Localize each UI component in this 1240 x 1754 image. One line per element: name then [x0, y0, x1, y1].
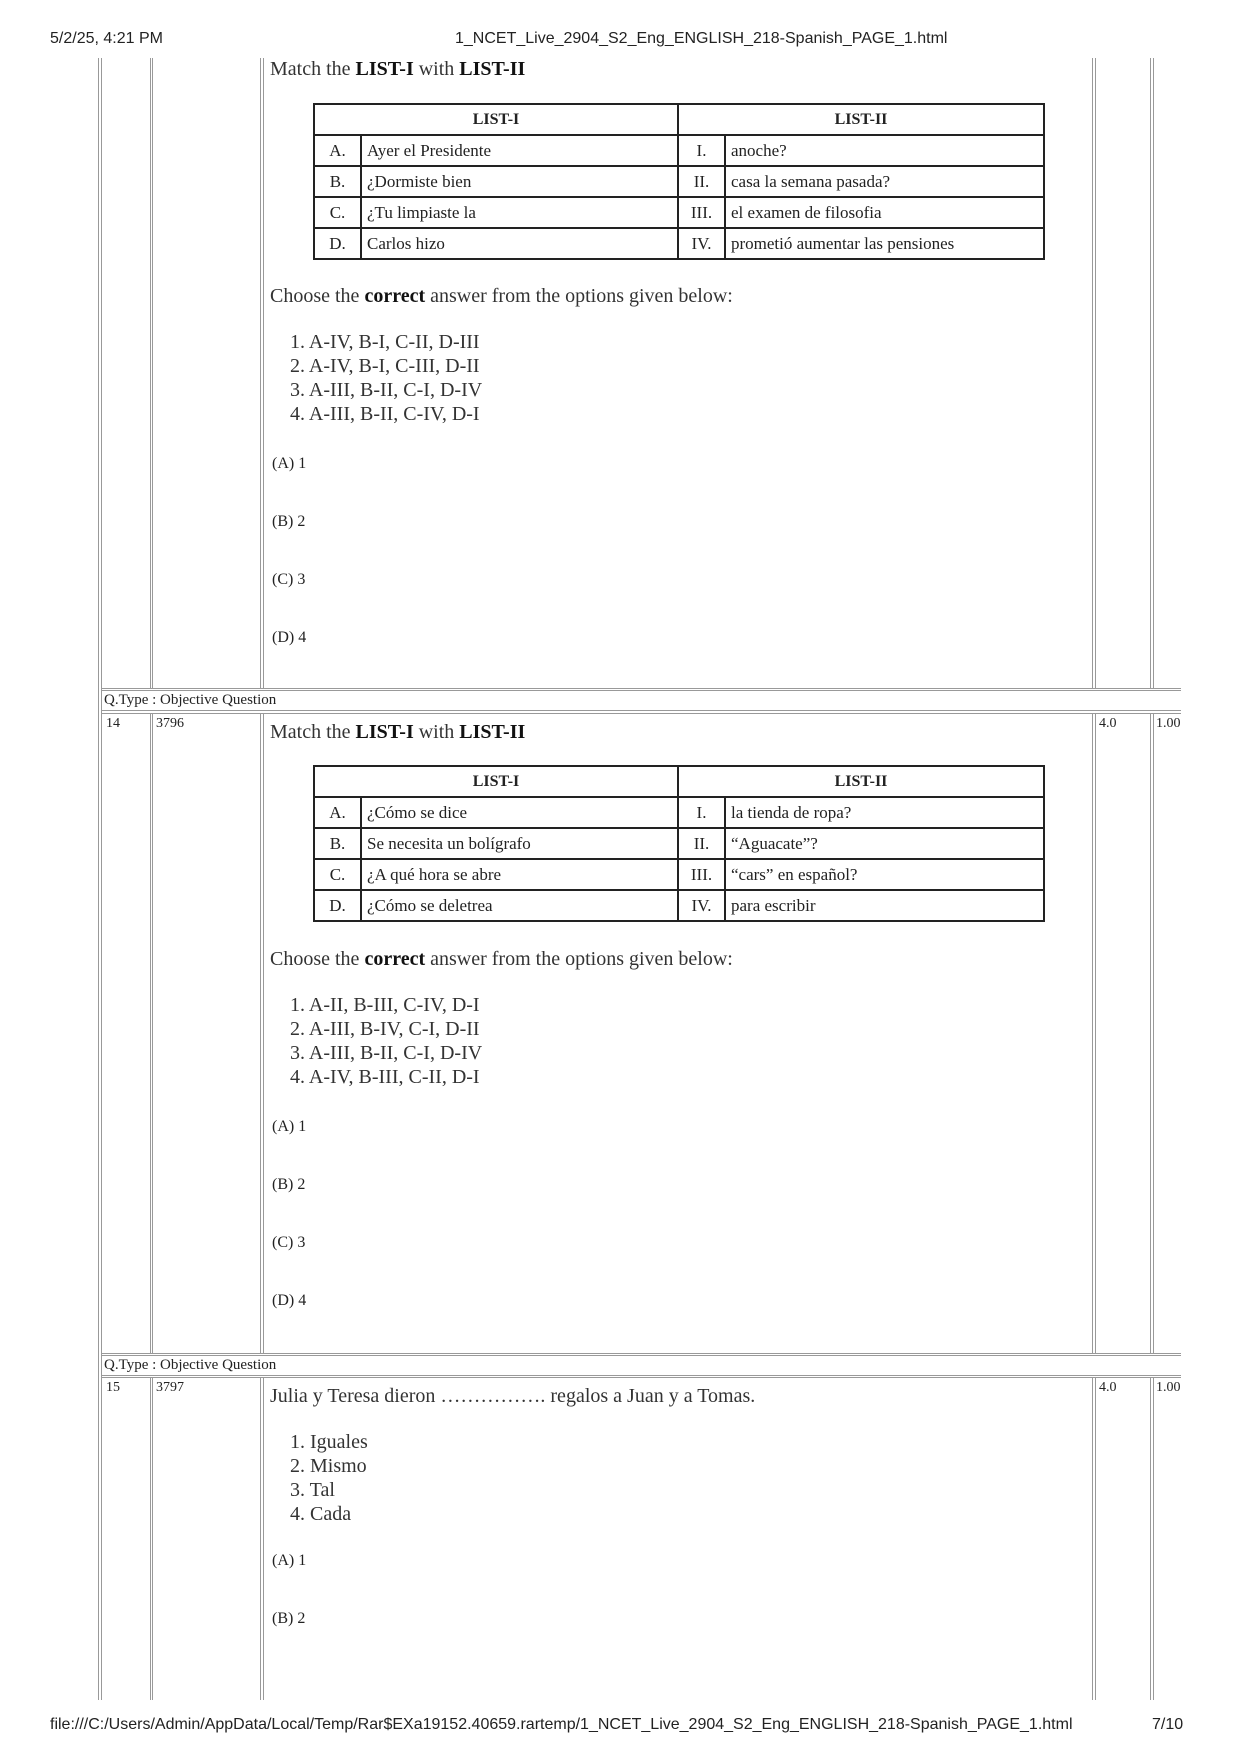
column-divider: [1092, 713, 1093, 1353]
column-divider: [150, 1377, 151, 1700]
negative-marks: 1.00: [1156, 1380, 1180, 1395]
list1-item: ¿A qué hora se abre: [361, 859, 678, 890]
list1-key: C.: [314, 197, 361, 228]
print-datetime: 5/2/25, 4:21 PM: [50, 30, 163, 47]
list1-item: ¿Cómo se deletrea: [361, 890, 678, 921]
option-item: 3. Tal: [290, 1479, 335, 1501]
column-divider: [263, 58, 264, 688]
list2-item: para escribir: [725, 890, 1044, 921]
list1-item: ¿Dormiste bien: [361, 166, 678, 197]
question-id: 3797: [156, 1380, 184, 1395]
option-item: 2. Mismo: [290, 1455, 367, 1477]
answer-option-c[interactable]: (C) 3: [272, 1234, 306, 1251]
list2-key: IV.: [678, 890, 725, 921]
table-row: [314, 197, 1044, 228]
column-divider: [1153, 58, 1154, 688]
column-divider: [152, 1377, 153, 1700]
question-prompt: [270, 58, 525, 81]
column-divider: [260, 58, 261, 688]
list2-item: prometió aumentar las pensiones: [725, 228, 1044, 259]
answer-option-c[interactable]: (C) 3: [272, 571, 306, 588]
column-divider: [263, 713, 264, 1353]
instruction-text: answer from the options given below:: [425, 285, 733, 307]
column-divider: [1092, 1377, 1093, 1700]
list2-key: III.: [678, 859, 725, 890]
column-divider: [1095, 58, 1096, 688]
question-prompt: [270, 721, 525, 744]
option-item: 1. A-IV, B-I, C-II, D-III: [290, 331, 480, 353]
column-divider: [152, 713, 153, 1353]
list2-key: IV.: [678, 228, 725, 259]
option-list: [290, 993, 482, 1089]
option-item: 4. A-III, B-II, C-IV, D-I: [290, 403, 480, 425]
row-divider: [101, 713, 1181, 714]
option-item: 2. A-III, B-IV, C-I, D-II: [290, 1018, 480, 1040]
option-item: 3. A-III, B-II, C-I, D-IV: [290, 1042, 483, 1064]
choose-instruction: [270, 948, 733, 971]
table-row: [314, 166, 1044, 197]
option-item: 1. A-II, B-III, C-IV, D-I: [290, 994, 480, 1016]
table-row: [314, 859, 1044, 890]
table-row: [314, 797, 1044, 828]
row-divider: [101, 690, 1181, 691]
column-divider: [1150, 713, 1151, 1353]
column-divider: [150, 713, 151, 1353]
column-divider: [263, 1377, 264, 1700]
list1-key: A.: [314, 135, 361, 166]
question-number: 15: [106, 1380, 120, 1395]
column-divider: [260, 1377, 261, 1700]
instruction-text: answer from the options given below:: [425, 948, 733, 970]
prompt-bold: LIST-II: [459, 58, 526, 80]
match-table: [313, 765, 1045, 922]
answer-option-b[interactable]: (B) 2: [272, 1176, 306, 1193]
table-border-left-inner: [101, 58, 102, 1700]
answer-option-b[interactable]: (B) 2: [272, 513, 306, 530]
question-number: 14: [106, 716, 120, 731]
list1-header: LIST-I: [314, 104, 678, 135]
question-marks: 4.0: [1099, 716, 1117, 731]
row-divider: [101, 710, 1181, 711]
list2-key: III.: [678, 197, 725, 228]
list2-item: “Aguacate”?: [725, 828, 1044, 859]
list1-item: ¿Cómo se dice: [361, 797, 678, 828]
list1-item: Carlos hizo: [361, 228, 678, 259]
list1-key: B.: [314, 166, 361, 197]
option-item: 4. Cada: [290, 1503, 352, 1525]
list2-header: LIST-II: [678, 766, 1044, 797]
column-divider: [1095, 713, 1096, 1353]
answer-option-d[interactable]: (D) 4: [272, 1292, 307, 1309]
instruction-text: Choose the: [270, 948, 365, 970]
row-divider: [101, 1353, 1181, 1354]
question-type-label: Q.Type : Objective Question: [104, 1357, 277, 1373]
question-marks: 4.0: [1099, 1380, 1117, 1395]
choose-instruction: [270, 285, 733, 308]
list1-item: ¿Tu limpiaste la: [361, 197, 678, 228]
column-divider: [1095, 1377, 1096, 1700]
list2-header: LIST-II: [678, 104, 1044, 135]
answer-option-a[interactable]: (A) 1: [272, 1552, 307, 1569]
list1-key: D.: [314, 228, 361, 259]
list1-key: B.: [314, 828, 361, 859]
column-divider: [152, 58, 153, 688]
answer-option-a[interactable]: (A) 1: [272, 1118, 307, 1135]
table-row: [314, 890, 1044, 921]
list2-key: II.: [678, 828, 725, 859]
column-divider: [1150, 58, 1151, 688]
prompt-bold: LIST-II: [459, 721, 526, 743]
column-divider: [1150, 1377, 1151, 1700]
instruction-text: Choose the: [270, 285, 365, 307]
list1-item: Ayer el Presidente: [361, 135, 678, 166]
instruction-bold: correct: [364, 948, 426, 970]
list1-key: D.: [314, 890, 361, 921]
table-row: [314, 828, 1044, 859]
list2-item: el examen de filosofia: [725, 197, 1044, 228]
instruction-bold: correct: [364, 285, 426, 307]
option-list: [290, 1430, 368, 1526]
column-divider: [1153, 713, 1154, 1353]
prompt-bold: LIST-I: [355, 58, 414, 80]
list2-key: I.: [678, 797, 725, 828]
page-number: 7/10: [1152, 1716, 1184, 1733]
list2-item: “cars” en español?: [725, 859, 1044, 890]
answer-option-b[interactable]: (B) 2: [272, 1610, 306, 1627]
list1-key: A.: [314, 797, 361, 828]
question-text: Julia y Teresa dieron ……………. regalos a Juan y a Tomas.: [270, 1385, 756, 1407]
option-list: [290, 330, 482, 426]
question-type-label: Q.Type : Objective Question: [104, 692, 277, 708]
negative-marks: 1.00: [1156, 716, 1180, 731]
column-divider: [150, 58, 151, 688]
option-item: 4. A-IV, B-III, C-II, D-I: [290, 1066, 480, 1088]
prompt-text: with: [413, 58, 460, 80]
question-id: 3796: [156, 716, 184, 731]
option-item: 1. Iguales: [290, 1431, 368, 1453]
print-doc-title: 1_NCET_Live_2904_S2_Eng_ENGLISH_218-Spanish_PAGE_1.html: [455, 30, 948, 47]
list2-item: casa la semana pasada?: [725, 166, 1044, 197]
prompt-text: Match the: [270, 721, 356, 743]
table-row: [314, 135, 1044, 166]
prompt-text: Match the: [270, 58, 356, 80]
prompt-bold: LIST-I: [355, 721, 414, 743]
print-file-path: file:///C:/Users/Admin/AppData/Local/Temp/Rar$EXa19152.40659.rartemp/1_NCET_Live_2904_S2_Eng_ENGLISH_218-Spanish_PAGE_1.html: [50, 1716, 1073, 1733]
table-border-left: [98, 58, 99, 1700]
row-divider: [101, 1375, 1181, 1376]
prompt-text: with: [413, 721, 460, 743]
column-divider: [1092, 58, 1093, 688]
list2-item: anoche?: [725, 135, 1044, 166]
list2-item: la tienda de ropa?: [725, 797, 1044, 828]
table-row: [314, 228, 1044, 259]
list1-header: LIST-I: [314, 766, 678, 797]
list2-key: II.: [678, 166, 725, 197]
list1-key: C.: [314, 859, 361, 890]
list2-key: I.: [678, 135, 725, 166]
match-table: [313, 103, 1045, 260]
answer-option-a[interactable]: (A) 1: [272, 455, 307, 472]
answer-option-d[interactable]: (D) 4: [272, 629, 307, 646]
option-item: 3. A-III, B-II, C-I, D-IV: [290, 379, 483, 401]
list1-item: Se necesita un bolígrafo: [361, 828, 678, 859]
column-divider: [1153, 1377, 1154, 1700]
row-divider: [101, 688, 1181, 689]
option-item: 2. A-IV, B-I, C-III, D-II: [290, 355, 480, 377]
column-divider: [260, 713, 261, 1353]
row-divider: [101, 1355, 1181, 1356]
row-divider: [101, 1377, 1181, 1378]
